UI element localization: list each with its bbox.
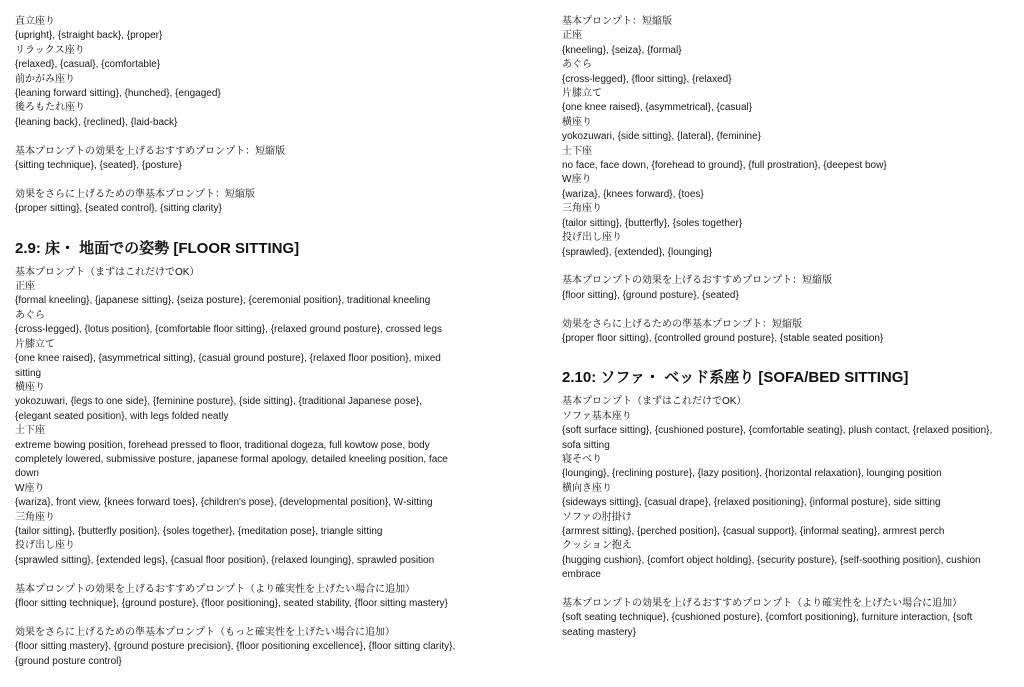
entry-prompt: {floor sitting technique}, {ground posture}, {floor positioning}, seated stability, {floor sitting mastery} <box>15 597 448 609</box>
entry-label: クッション抱え <box>562 540 632 552</box>
entry-prompt: {relaxed}, {casual}, {comfortable} <box>15 59 161 71</box>
entry-label: 投げ出し座り <box>15 540 75 552</box>
entry-prompt: {kneeling}, {seiza}, {formal} <box>562 44 682 56</box>
entry-label: 後ろもたれ座り <box>15 102 85 114</box>
entry-prompt: {sprawled sitting}, {extended legs}, {casual floor position}, {relaxed lounging}, sprawled position <box>15 554 435 566</box>
entry-label: あぐら <box>562 59 592 71</box>
entry-prompt: yokozuwari, {side sitting}, {lateral}, {feminine} <box>562 131 762 143</box>
entry-prompt: {soft seating technique}, {cushioned posture}, {comfort positioning}, furniture interaction, {soft seating mastery} <box>562 612 973 638</box>
entry-prompt: {sideways sitting}, {casual drape}, {relaxed positioning}, {informal posture}, side sitting <box>562 497 941 509</box>
entry-prompt: {sprawled}, {extended}, {lounging} <box>562 246 713 258</box>
entry-label: W座り <box>562 174 592 186</box>
entry-label: 土下座 <box>15 425 45 437</box>
prompt-block <box>15 626 460 669</box>
entry-prompt: {formal kneeling}, {japanese sitting}, {seiza posture}, {ceremonial position}, traditional kneeling <box>15 295 431 307</box>
prompt-block <box>562 318 1004 347</box>
entry-prompt: {one knee raised}, {asymmetrical sitting}, {casual ground posture}, {relaxed floor position}, mixed sitting <box>15 353 441 379</box>
prompt-block <box>562 597 1004 640</box>
entry-prompt: {cross-legged}, {floor sitting}, {relaxed} <box>562 73 732 85</box>
entry-label: 横座り <box>15 381 45 393</box>
entry-label: 前かがみ座り <box>15 73 75 85</box>
left-column <box>15 15 460 683</box>
entry-prompt: {soft surface sitting}, {cushioned posture}, {comfortable seating}, plush contact, {relaxed position}, sofa sitting <box>562 425 993 451</box>
entry-label: 投げ出し座り <box>562 232 622 244</box>
entry-prompt: yokozuwari, {legs to one side}, {feminine posture}, {side sitting}, {traditional Japanese pose}, {elegant seated position}, with legs folded neatly <box>15 396 422 422</box>
entry-label: 正座 <box>15 281 35 293</box>
entry-label: 三角座り <box>562 203 602 215</box>
entry-prompt: {lounging}, {reclining posture}, {lazy position}, {horizontal relaxation}, lounging position <box>562 468 942 480</box>
entry-prompt: extreme bowing position, forehead pressed to floor, traditional dogeza, full kowtow pose, body completely lowered, submissive posture, japanese formal apology, detailed kneeling position, face down <box>15 439 448 480</box>
entry-prompt: {floor sitting}, {ground posture}, {seated} <box>562 289 739 301</box>
entry-label: ソファ基本座り <box>562 410 632 422</box>
entry-label: 正座 <box>562 30 582 42</box>
entry-prompt: {tailor sitting}, {butterfly}, {soles together} <box>562 217 743 229</box>
entry-label: 横座り <box>562 116 592 128</box>
entry-prompt: {tailor sitting}, {butterfly position}, {soles together}, {meditation pose}, triangle sitting <box>15 525 383 537</box>
entry-label: 基本プロンプトの効果を上げるおすすめプロンプト：短縮版 <box>562 275 833 287</box>
entry-prompt: {one knee raised}, {asymmetrical}, {casual} <box>562 102 753 114</box>
block-intro: 基本プロンプト：短縮版 <box>562 16 672 27</box>
entry-prompt: no face, face down, {forehead to ground}, {full prostration}, {deepest bow} <box>562 160 887 172</box>
entry-label: 基本プロンプトの効果を上げるおすすめプロンプト：短縮版 <box>15 145 286 157</box>
prompt-block <box>562 274 1004 303</box>
entry-label: 片膝立て <box>562 88 602 100</box>
entry-label: W座り <box>15 482 45 494</box>
entry-prompt: {sitting technique}, {seated}, {posture} <box>15 160 182 172</box>
entry-label: 土下座 <box>562 145 592 157</box>
entry-prompt: {cross-legged}, {lotus position}, {comfortable floor sitting}, {relaxed ground posture}, crossed legs <box>15 324 442 336</box>
section-heading: 2.10: ソファ・ ベッド系座り [SOFA/BED SITTING] <box>562 369 909 387</box>
prompt-block <box>15 145 460 174</box>
entry-label: リラックス座り <box>15 44 85 56</box>
entry-label: 片膝立て <box>15 338 55 350</box>
entry-label: 基本プロンプトの効果を上げるおすすめプロンプト（より確実性を上げたい場合に追加） <box>562 597 963 609</box>
entry-label: 直立座り <box>15 16 55 27</box>
entry-label: 横向き座り <box>562 482 612 494</box>
section <box>15 239 460 569</box>
entry-label: ソファの肘掛け <box>562 511 632 523</box>
entry-prompt: {hugging cushion}, {comfort object holding}, {security posture}, {self-soothing position}, cushion embrace <box>562 554 981 581</box>
entry-label: 効果をさらに上げるための準基本プロンプト：短縮版 <box>562 318 802 330</box>
entry-prompt: {leaning forward sitting}, {hunched}, {engaged} <box>15 88 221 100</box>
entry-prompt: {wariza}, front view, {knees forward toes}, {children's pose}, {developmental position}, W-sitting <box>15 497 433 509</box>
entry-prompt: {leaning back}, {reclined}, {laid-back} <box>15 116 178 128</box>
entry-label: 三角座り <box>15 511 55 523</box>
prompt-block <box>15 188 460 217</box>
entry-prompt: {wariza}, {knees forward}, {toes} <box>562 188 704 200</box>
right-column <box>562 15 1004 655</box>
prompt-block <box>562 15 1004 260</box>
entry-label: 効果をさらに上げるための準基本プロンプト（もっと確実性を上げたい場合に追加） <box>15 626 395 638</box>
entry-prompt: {proper sitting}, {seated control}, {sitting clarity} <box>15 203 222 215</box>
section <box>562 368 1004 582</box>
entry-label: 基本プロンプトの効果を上げるおすすめプロンプト（より確実性を上げたい場合に追加） <box>15 583 416 595</box>
entry-prompt: {upright}, {straight back}, {proper} <box>15 30 163 42</box>
entry-label: あぐら <box>15 309 45 321</box>
section-heading: 2.9: 床・ 地面での姿勢 [FLOOR SITTING] <box>15 239 300 257</box>
entry-label: 寝そべり <box>562 453 602 465</box>
entry-prompt: {floor sitting mastery}, {ground posture precision}, {floor positioning excellence}, {floor sitting clarity}, {ground posture control} <box>15 641 456 667</box>
entry-prompt: {proper floor sitting}, {controlled ground posture}, {stable seated position} <box>562 332 884 344</box>
block-intro: 基本プロンプト（まずはこれだけでOK） <box>562 396 747 408</box>
block-intro: 基本プロンプト（まずはこれだけでOK） <box>15 266 200 278</box>
prompt-block <box>15 583 460 612</box>
prompt-block <box>15 15 460 130</box>
entry-label: 効果をさらに上げるための準基本プロンプト：短縮版 <box>15 188 255 200</box>
entry-prompt: {armrest sitting}, {perched position}, {casual support}, {informal seating}, armrest perch <box>562 525 945 537</box>
